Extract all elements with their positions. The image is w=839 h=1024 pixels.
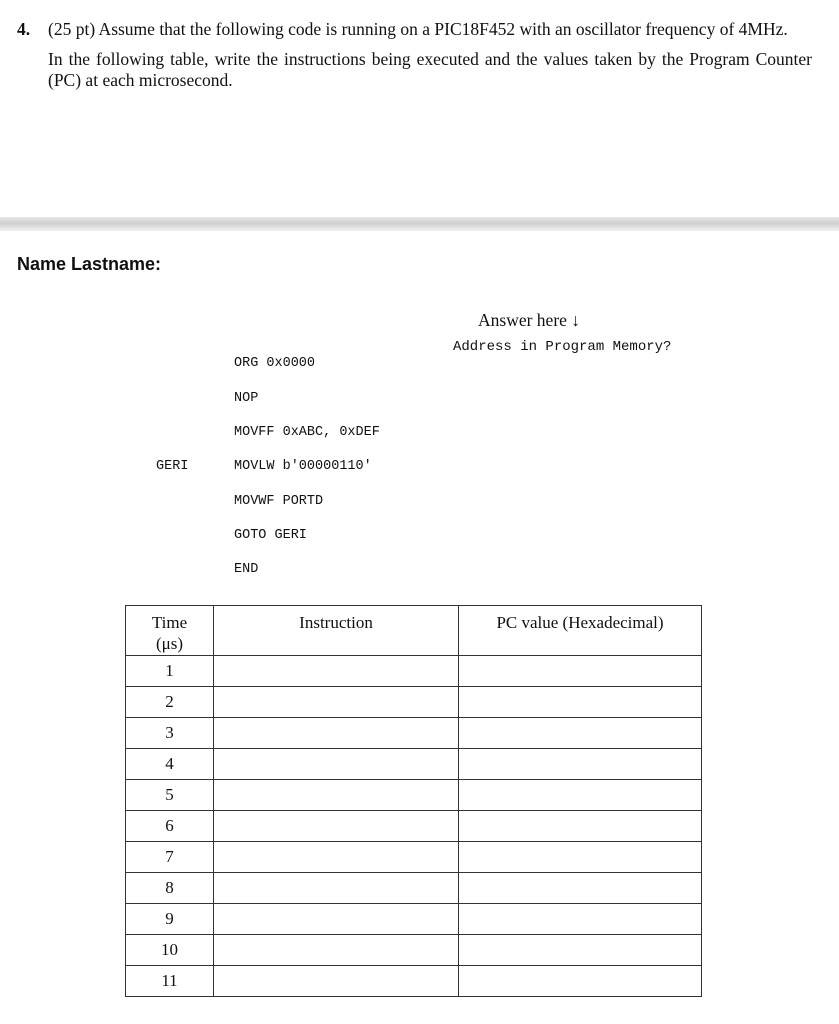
pc-cell[interactable] [459, 842, 702, 873]
instruction-column-header: Instruction [214, 606, 459, 656]
time-cell: 9 [126, 904, 214, 935]
table-header-row [126, 606, 702, 656]
question-line-2: In the following table, write the instructions being executed and the values taken by the Program Counter (PC) at each microsecond. [48, 49, 812, 90]
pc-cell[interactable] [459, 935, 702, 966]
table-row [126, 718, 702, 749]
time-cell: 5 [126, 780, 214, 811]
time-cell: 4 [126, 749, 214, 780]
code-line-movlw: MOVLW b'00000110' [234, 459, 372, 474]
table-row [126, 687, 702, 718]
code-line-nop: NOP [234, 391, 259, 406]
time-cell: 7 [126, 842, 214, 873]
pc-column-header: PC value (Hexadecimal) [459, 606, 702, 656]
time-cell: 8 [126, 873, 214, 904]
instruction-cell[interactable] [214, 749, 459, 780]
instruction-cell[interactable] [214, 873, 459, 904]
time-header-line-2: (μs) [155, 634, 184, 653]
table-row [126, 780, 702, 811]
table-row [126, 935, 702, 966]
pc-cell[interactable] [459, 966, 702, 997]
time-cell: 6 [126, 811, 214, 842]
code-line-movff: MOVFF 0xABC, 0xDEF [234, 425, 380, 440]
table-row [126, 873, 702, 904]
address-hint: Address in Program Memory? [453, 339, 672, 355]
execution-table [125, 605, 702, 997]
code-line-movwf: MOVWF PORTD [234, 494, 324, 509]
question-number: 4. [17, 19, 31, 39]
time-column-header [126, 606, 214, 656]
table-row [126, 842, 702, 873]
time-cell: 3 [126, 718, 214, 749]
code-line-end: END [234, 562, 259, 577]
code-label-geri: GERI [156, 459, 189, 474]
pc-cell[interactable] [459, 873, 702, 904]
time-cell: 2 [126, 687, 214, 718]
table-row [126, 904, 702, 935]
table-row [126, 811, 702, 842]
instruction-cell[interactable] [214, 718, 459, 749]
page-divider [0, 217, 839, 231]
table-row [126, 656, 702, 687]
pc-cell[interactable] [459, 811, 702, 842]
time-cell: 10 [126, 935, 214, 966]
instruction-cell[interactable] [214, 687, 459, 718]
time-cell: 1 [126, 656, 214, 687]
pc-cell[interactable] [459, 718, 702, 749]
pc-cell[interactable] [459, 904, 702, 935]
pc-cell[interactable] [459, 656, 702, 687]
instruction-cell[interactable] [214, 935, 459, 966]
pc-cell[interactable] [459, 749, 702, 780]
question-text [48, 19, 812, 91]
pc-cell[interactable] [459, 687, 702, 718]
time-header-line-1: Time [151, 613, 188, 632]
pc-cell[interactable] [459, 780, 702, 811]
instruction-cell[interactable] [214, 656, 459, 687]
question-line-1: (25 pt) Assume that the following code is running on a PIC18F452 with an oscillator frequency of 4MHz. [48, 19, 788, 39]
instruction-cell[interactable] [214, 780, 459, 811]
table-row [126, 749, 702, 780]
instruction-cell[interactable] [214, 966, 459, 997]
code-line-goto: GOTO GERI [234, 528, 307, 543]
name-lastname-label: Name Lastname: [17, 254, 162, 274]
time-cell: 11 [126, 966, 214, 997]
answer-here-label: Answer here ↓ [478, 310, 581, 330]
instruction-cell[interactable] [214, 842, 459, 873]
instruction-cell[interactable] [214, 811, 459, 842]
instruction-cell[interactable] [214, 904, 459, 935]
code-line-org: ORG 0x0000 [234, 356, 316, 371]
table-row [126, 966, 702, 997]
